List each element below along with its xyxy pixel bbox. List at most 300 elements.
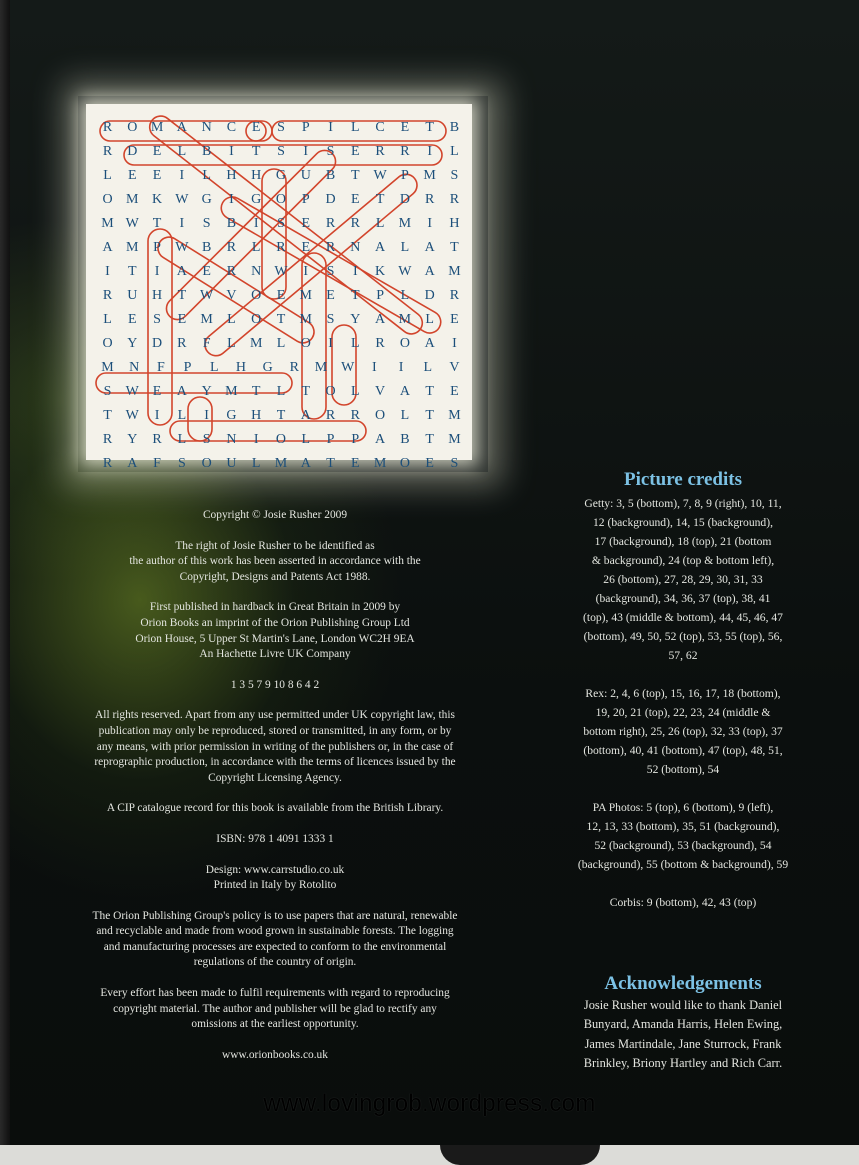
puzzle-letter: E (202, 264, 211, 279)
puzzle-letter: I (303, 144, 309, 159)
text-line: (top), 43 (middle & bottom), 44, 45, 46, 47 (583, 611, 783, 624)
puzzle-letter: V (449, 360, 460, 375)
puzzle-letter: W (200, 288, 214, 303)
puzzle-letter: W (125, 408, 139, 423)
puzzle-letter: S (450, 168, 459, 183)
puzzle-letter: L (276, 336, 286, 351)
text-line: and manufacturing processes are expected to conform to the environmental (103, 940, 447, 953)
puzzle-letter: R (102, 432, 113, 447)
puzzle-letter: D (399, 192, 410, 207)
puzzle-letter: B (226, 216, 237, 231)
puzzle-letter: I (352, 264, 358, 279)
puzzle-letter: M (249, 336, 263, 351)
puzzle-letter: W (274, 264, 288, 279)
puzzle-letter: A (102, 240, 113, 255)
puzzle-letter: M (299, 288, 312, 303)
puzzle-letter: D (325, 192, 336, 207)
getty-credits (547, 494, 819, 665)
puzzle-letter: R (400, 144, 410, 159)
text-line: First published in hardback in Great Britain in 2009 by (149, 601, 401, 614)
puzzle-letter: E (152, 384, 162, 399)
puzzle-letter: R (226, 264, 237, 279)
puzzle-letter: G (262, 360, 273, 375)
word-search-puzzle (86, 104, 472, 471)
puzzle-letter: L (400, 240, 410, 255)
puzzle-letter: U (300, 168, 311, 183)
printing-line: 1 3 5 7 9 10 8 6 4 2 (230, 678, 320, 691)
text-line: All rights reserved. Apart from any use permitted under UK copyright law, this (95, 709, 455, 722)
puzzle-letter: Y (350, 312, 361, 327)
puzzle-letter: E (351, 192, 360, 207)
text-line: 52 (background), 53 (background), 54 (594, 839, 772, 852)
puzzle-letter: G (201, 192, 212, 207)
puzzle-letter: H (152, 288, 163, 303)
puzzle-letter: T (251, 384, 261, 399)
puzzle-letter: P (351, 432, 360, 447)
puzzle-letter: R (102, 120, 113, 135)
puzzle-letter: I (427, 144, 432, 159)
text-line: 52 (bottom), 54 (646, 763, 720, 776)
design-credit (62, 863, 488, 894)
puzzle-letter: T (425, 120, 434, 135)
moral-rights (62, 539, 488, 586)
watermark: www.lovingrob.wordpress.com (263, 1090, 596, 1117)
puzzle-letter: R (276, 240, 286, 255)
text-line: copyright material. The author and publisher will be glad to rectify any (113, 1002, 437, 1015)
puzzle-letter: M (373, 456, 387, 471)
puzzle-letter: E (251, 120, 261, 135)
effort-note (62, 986, 488, 1033)
puzzle-letter: T (276, 408, 286, 423)
puzzle-row (96, 432, 466, 451)
puzzle-letter: E (400, 120, 410, 135)
text-line: regulations of the country of origin. (193, 956, 357, 969)
puzzle-letter: O (399, 336, 410, 351)
puzzle-letter: M (274, 456, 288, 471)
puzzle-letter: C (375, 120, 385, 135)
publisher-website: www.orionbooks.co.uk (222, 1048, 328, 1061)
puzzle-letter: C (226, 120, 237, 135)
puzzle-letter: L (251, 456, 261, 471)
puzzle-letter: I (253, 216, 259, 231)
puzzle-letter: R (350, 408, 360, 423)
text-line: publication may only be reproduced, stored or transmitted, in any form, or by (98, 724, 452, 737)
puzzle-letter: P (183, 360, 192, 375)
puzzle-letter: S (277, 144, 285, 159)
puzzle-row (96, 288, 466, 307)
puzzle-letter: O (102, 192, 113, 207)
text-line: The right of Josie Rusher to be identified as (175, 539, 375, 552)
puzzle-letter: I (452, 336, 457, 351)
puzzle-letter: E (450, 312, 459, 327)
puzzle-letter: E (128, 312, 137, 327)
puzzle-row (96, 144, 466, 163)
text-line: and recyclable and made from wood grown in sustainable forests. The logging (96, 925, 454, 938)
puzzle-letter: S (277, 120, 285, 135)
text-line: Brinkley, Briony Hartley and Rich Carr. (583, 1056, 783, 1071)
text-line: (background), 34, 36, 37 (top), 38, 41 (595, 592, 771, 605)
puzzle-letter: T (152, 216, 162, 231)
text-line: The Orion Publishing Group's policy is to use papers that are natural, renewable (92, 909, 458, 922)
puzzle-letter: R (375, 336, 385, 351)
puzzle-letter: I (204, 408, 209, 423)
text-line: 12, 13, 33 (bottom), 35, 51 (background), (586, 820, 780, 833)
puzzle-letter: O (102, 336, 113, 351)
puzzle-letter: W (175, 192, 189, 207)
puzzle-letter: L (103, 312, 112, 327)
scan-edge-left (0, 0, 10, 1165)
puzzle-letter: E (326, 288, 335, 303)
puzzle-letter: I (253, 432, 259, 447)
puzzle-row (96, 192, 466, 211)
cip-record: A CIP catalogue record for this book is available from the British Library. (106, 802, 444, 815)
puzzle-letter: O (201, 456, 212, 471)
puzzle-letter: A (424, 264, 435, 279)
puzzle-letter: V (375, 384, 386, 399)
text-line: Orion Books an imprint of the Orion Publishing Group Ltd (140, 616, 410, 629)
puzzle-letter: S (326, 264, 335, 279)
puzzle-letter: O (275, 432, 287, 447)
puzzle-letter: S (450, 456, 459, 471)
puzzle-row (96, 384, 466, 403)
puzzle-letter: U (226, 456, 237, 471)
puzzle-letter: L (351, 384, 360, 399)
puzzle-row (96, 168, 466, 187)
puzzle-letter: O (375, 408, 386, 423)
puzzle-letter: M (448, 408, 461, 423)
text-line: Rex: 2, 4, 6 (top), 15, 16, 17, 18 (bottom), (585, 687, 781, 700)
puzzle-letter: R (325, 408, 336, 423)
puzzle-letter: L (425, 312, 434, 327)
text-line: Copyright, Designs and Patents Act 1988. (179, 570, 371, 583)
text-line: bottom right), 25, 26 (top), 32, 33 (top), 37 (583, 725, 783, 738)
puzzle-letter: O (300, 336, 311, 351)
puzzle-letter: E (450, 384, 459, 399)
puzzle-letter: L (423, 360, 433, 375)
puzzle-letter: E (301, 240, 311, 255)
puzzle-letter: L (202, 168, 211, 183)
puzzle-letter: L (276, 384, 286, 399)
puzzle-letter: L (177, 408, 187, 423)
rex-credits (547, 684, 819, 779)
puzzle-letter: G (275, 168, 287, 183)
puzzle-letter: W (125, 216, 139, 231)
puzzle-letter: I (372, 360, 377, 375)
puzzle-letter: P (301, 120, 310, 135)
puzzle-letter: O (275, 192, 287, 207)
puzzle-letter: T (425, 432, 434, 447)
text-line: 19, 20, 21 (top), 22, 23, 24 (middle & (595, 706, 771, 719)
puzzle-letter: T (301, 384, 311, 399)
puzzle-letter: Y (201, 384, 212, 399)
puzzle-letter: M (314, 360, 328, 375)
puzzle-letter: R (325, 216, 336, 231)
puzzle-letter: O (127, 120, 138, 135)
puzzle-letter: S (103, 384, 112, 399)
puzzle-letter: L (103, 168, 112, 183)
puzzle-letter: I (179, 168, 185, 183)
puzzle-letter: G (226, 408, 237, 423)
puzzle-letter: N (129, 360, 140, 375)
puzzle-letter: L (251, 240, 261, 255)
puzzle-letter: P (153, 240, 161, 255)
puzzle-letter: R (375, 144, 385, 159)
puzzle-row (96, 264, 466, 283)
puzzle-letter: O (251, 288, 262, 303)
picture-credits-heading: Picture credits (623, 469, 742, 490)
puzzle-letter: A (375, 240, 386, 255)
puzzle-letter: I (105, 264, 110, 279)
puzzle-letter: L (351, 336, 360, 351)
puzzle-letter: L (400, 408, 410, 423)
puzzle-letter: N (251, 264, 262, 279)
corbis-credits: Corbis: 9 (bottom), 42, 43 (top) (609, 896, 757, 909)
puzzle-letter: L (301, 432, 311, 447)
puzzle-letter: A (176, 264, 187, 279)
puzzle-letter: O (399, 456, 410, 471)
puzzle-letter: K (152, 192, 163, 207)
puzzle-letter: M (448, 432, 461, 447)
publisher-info (62, 600, 488, 662)
puzzle-letter: A (300, 408, 311, 423)
puzzle-letter: W (398, 264, 412, 279)
puzzle-letter: M (225, 384, 238, 399)
puzzle-letter: T (351, 168, 360, 183)
puzzle-letter: S (202, 216, 211, 231)
puzzle-letter: M (126, 192, 139, 207)
pa-photos-credits (547, 798, 819, 874)
text-line: Copyright Licensing Agency. (208, 771, 342, 784)
puzzle-letter: P (301, 192, 310, 207)
puzzle-letter: H (251, 408, 262, 423)
puzzle-letter: E (425, 456, 434, 471)
puzzle-letter: A (424, 240, 435, 255)
puzzle-row (96, 456, 466, 475)
puzzle-letter: P (326, 432, 335, 447)
puzzle-letter: U (127, 288, 138, 303)
puzzle-letter: T (276, 312, 286, 327)
puzzle-letter: D (152, 336, 163, 351)
puzzle-row (96, 408, 466, 427)
text-line: Design: www.carrstudio.co.uk (205, 863, 345, 876)
acknowledgements-heading: Acknowledgements (604, 973, 762, 994)
puzzle-letter: M (398, 312, 412, 327)
puzzle-letter: L (177, 144, 187, 159)
puzzle-letter: H (226, 168, 237, 183)
puzzle-letter: N (201, 120, 212, 135)
puzzle-letter: E (177, 312, 187, 327)
puzzle-letter: L (351, 120, 360, 135)
puzzle-letter: R (102, 288, 113, 303)
puzzle-letter: R (449, 192, 460, 207)
puzzle-letter: I (179, 216, 185, 231)
puzzle-letter: B (325, 168, 336, 183)
puzzle-letter: A (176, 120, 187, 135)
puzzle-letter: R (289, 360, 299, 375)
puzzle-letter: I (398, 360, 404, 375)
puzzle-letter: M (398, 216, 412, 231)
puzzle-letter: T (251, 144, 261, 159)
puzzle-letter: T (103, 408, 112, 423)
puzzle-letter: H (449, 216, 460, 231)
puzzle-letter: R (177, 336, 187, 351)
puzzle-letter: O (325, 384, 336, 399)
puzzle-letter: R (102, 144, 113, 159)
puzzle-letter: I (427, 216, 432, 231)
puzzle-letter: W (341, 360, 355, 375)
puzzle-letter: P (400, 168, 409, 183)
puzzle-letter: A (424, 336, 435, 351)
puzzle-letter: M (126, 240, 139, 255)
text-line: PA Photos: 5 (top), 6 (bottom), 9 (left), (592, 801, 774, 814)
puzzle-letter: B (400, 432, 410, 447)
text-line: Orion House, 5 Upper St Martin's Lane, London WC2H 9EA (135, 632, 415, 645)
text-line: (background), 55 (bottom & background), 59 (577, 858, 789, 871)
text-line: Josie Rusher would like to thank Daniel (583, 998, 783, 1012)
puzzle-row (96, 240, 466, 259)
text-line: any means, with prior permission in writing of the publishers or, in the case of (96, 740, 454, 753)
puzzle-letter: E (301, 216, 311, 231)
text-line: An Hachette Livre UK Company (199, 648, 351, 661)
puzzle-letter: O (251, 312, 262, 327)
puzzle-letter: F (156, 360, 165, 375)
credits-column (547, 468, 819, 1074)
puzzle-letter: T (128, 264, 137, 279)
puzzle-letter: H (235, 360, 246, 375)
text-line: 17 (background), 18 (top), 21 (bottom (594, 535, 772, 548)
text-line: 57, 62 (668, 649, 698, 662)
puzzle-letter: S (326, 144, 335, 159)
text-line: Getty: 3, 5 (bottom), 7, 8, 9 (right), 10, 11, (584, 497, 782, 510)
puzzle-letter: F (153, 456, 161, 471)
puzzle-letter: R (350, 216, 360, 231)
puzzle-letter: I (154, 408, 160, 423)
puzzle-letter: L (209, 360, 219, 375)
puzzle-letter: R (152, 432, 162, 447)
puzzle-letter: H (251, 168, 262, 183)
puzzle-letter: E (276, 288, 286, 303)
puzzle-letter: I (154, 264, 160, 279)
puzzle-letter: L (375, 216, 385, 231)
text-line: James Martindale, Jane Sturrock, Frank (584, 1036, 782, 1051)
puzzle-letter: D (424, 288, 435, 303)
puzzle-letter: M (448, 264, 461, 279)
puzzle-letter: R (102, 456, 113, 471)
puzzle-letter: E (152, 168, 162, 183)
puzzle-letter: A (375, 432, 386, 447)
puzzle-letter: B (201, 240, 212, 255)
puzzle-letter: E (128, 168, 137, 183)
puzzle-letter: V (226, 288, 237, 303)
puzzle-letter: I (229, 144, 234, 159)
puzzle-letter: A (127, 456, 138, 471)
puzzle-letter: I (328, 336, 333, 351)
puzzle-row (96, 120, 466, 139)
acknowledgements-text (547, 996, 819, 1074)
puzzle-letter: S (326, 312, 335, 327)
puzzle-letter: I (328, 120, 333, 135)
puzzle-letter: W (125, 384, 139, 399)
puzzle-letter: M (423, 168, 436, 183)
puzzle-letter: T (177, 288, 187, 303)
puzzle-letter: L (400, 288, 410, 303)
text-line: & background), 24 (top & bottom left), (591, 554, 775, 567)
puzzle-letter: R (325, 240, 336, 255)
puzzle-letter: W (373, 168, 387, 183)
puzzle-letter: P (376, 288, 384, 303)
puzzle-letter: S (202, 432, 211, 447)
puzzle-letter: B (201, 144, 212, 159)
puzzle-letter: Y (127, 432, 138, 447)
puzzle-letter: K (375, 264, 386, 279)
scan-shadow (440, 1145, 600, 1165)
puzzle-letter: S (277, 216, 285, 231)
puzzle-letter: W (175, 240, 189, 255)
puzzle-letter: A (176, 384, 187, 399)
puzzle-letter: N (350, 240, 361, 255)
puzzle-letter: B (449, 120, 460, 135)
copyright-line: Copyright © Josie Rusher 2009 (202, 509, 348, 521)
puzzle-letter: T (326, 456, 335, 471)
text-line: (bottom), 40, 41 (bottom), 47 (top), 48, 51, (583, 744, 783, 757)
text-line: 12 (background), 14, 15 (background), (593, 516, 773, 529)
puzzle-row (96, 336, 466, 355)
text-line: Bunyard, Amanda Harris, Helen Ewing, (583, 1017, 783, 1032)
puzzle-letter: Y (127, 336, 138, 351)
puzzle-letter: F (202, 336, 211, 351)
text-line: reprographic production, in accordance with the terms of licences issued by the (94, 756, 456, 769)
puzzle-letter: T (450, 240, 459, 255)
puzzle-letter: M (101, 360, 114, 375)
puzzle-letter: L (450, 144, 459, 159)
puzzle-letter: T (425, 408, 434, 423)
puzzle-letter: M (299, 312, 312, 327)
text-line: (bottom), 49, 50, 52 (top), 53, 55 (top), 56, (583, 630, 783, 643)
puzzle-letter: R (424, 192, 435, 207)
text-line: Printed in Italy by Rotolito (213, 879, 337, 892)
puzzle-letter: L (227, 312, 236, 327)
all-rights-reserved (62, 708, 488, 786)
puzzle-letter: D (127, 144, 138, 159)
paper-policy (62, 909, 488, 971)
scan-edge-bottom (0, 1145, 859, 1165)
puzzle-letter: R (449, 288, 460, 303)
text-line: 26 (bottom), 27, 28, 29, 30, 31, 33 (603, 573, 763, 586)
puzzle-letter: T (351, 288, 360, 303)
puzzle-letter: R (226, 240, 237, 255)
puzzle-letter: M (150, 120, 164, 135)
puzzle-letter: E (351, 456, 360, 471)
puzzle-letter: M (101, 216, 114, 231)
puzzle-letter: A (375, 312, 386, 327)
puzzle-row (96, 216, 466, 235)
puzzle-row (96, 360, 466, 379)
isbn: ISBN: 978 1 4091 1333 1 (216, 832, 334, 845)
puzzle-letter: S (177, 456, 186, 471)
text-line: the author of this work has been asserted in accordance with the (129, 555, 421, 568)
puzzle-letter: T (375, 192, 385, 207)
puzzle-letter: A (300, 456, 311, 471)
puzzle-letter: L (227, 336, 236, 351)
puzzle-letter: E (351, 144, 360, 159)
puzzle-letter: L (177, 432, 187, 447)
puzzle-letter: I (229, 192, 234, 207)
puzzle-letter: M (200, 312, 213, 327)
text-line: Every effort has been made to fulfil requirements with regard to reproducing (100, 987, 450, 1000)
puzzle-letter: A (399, 384, 410, 399)
puzzle-letter: I (303, 264, 309, 279)
puzzle-letter: E (152, 144, 162, 159)
